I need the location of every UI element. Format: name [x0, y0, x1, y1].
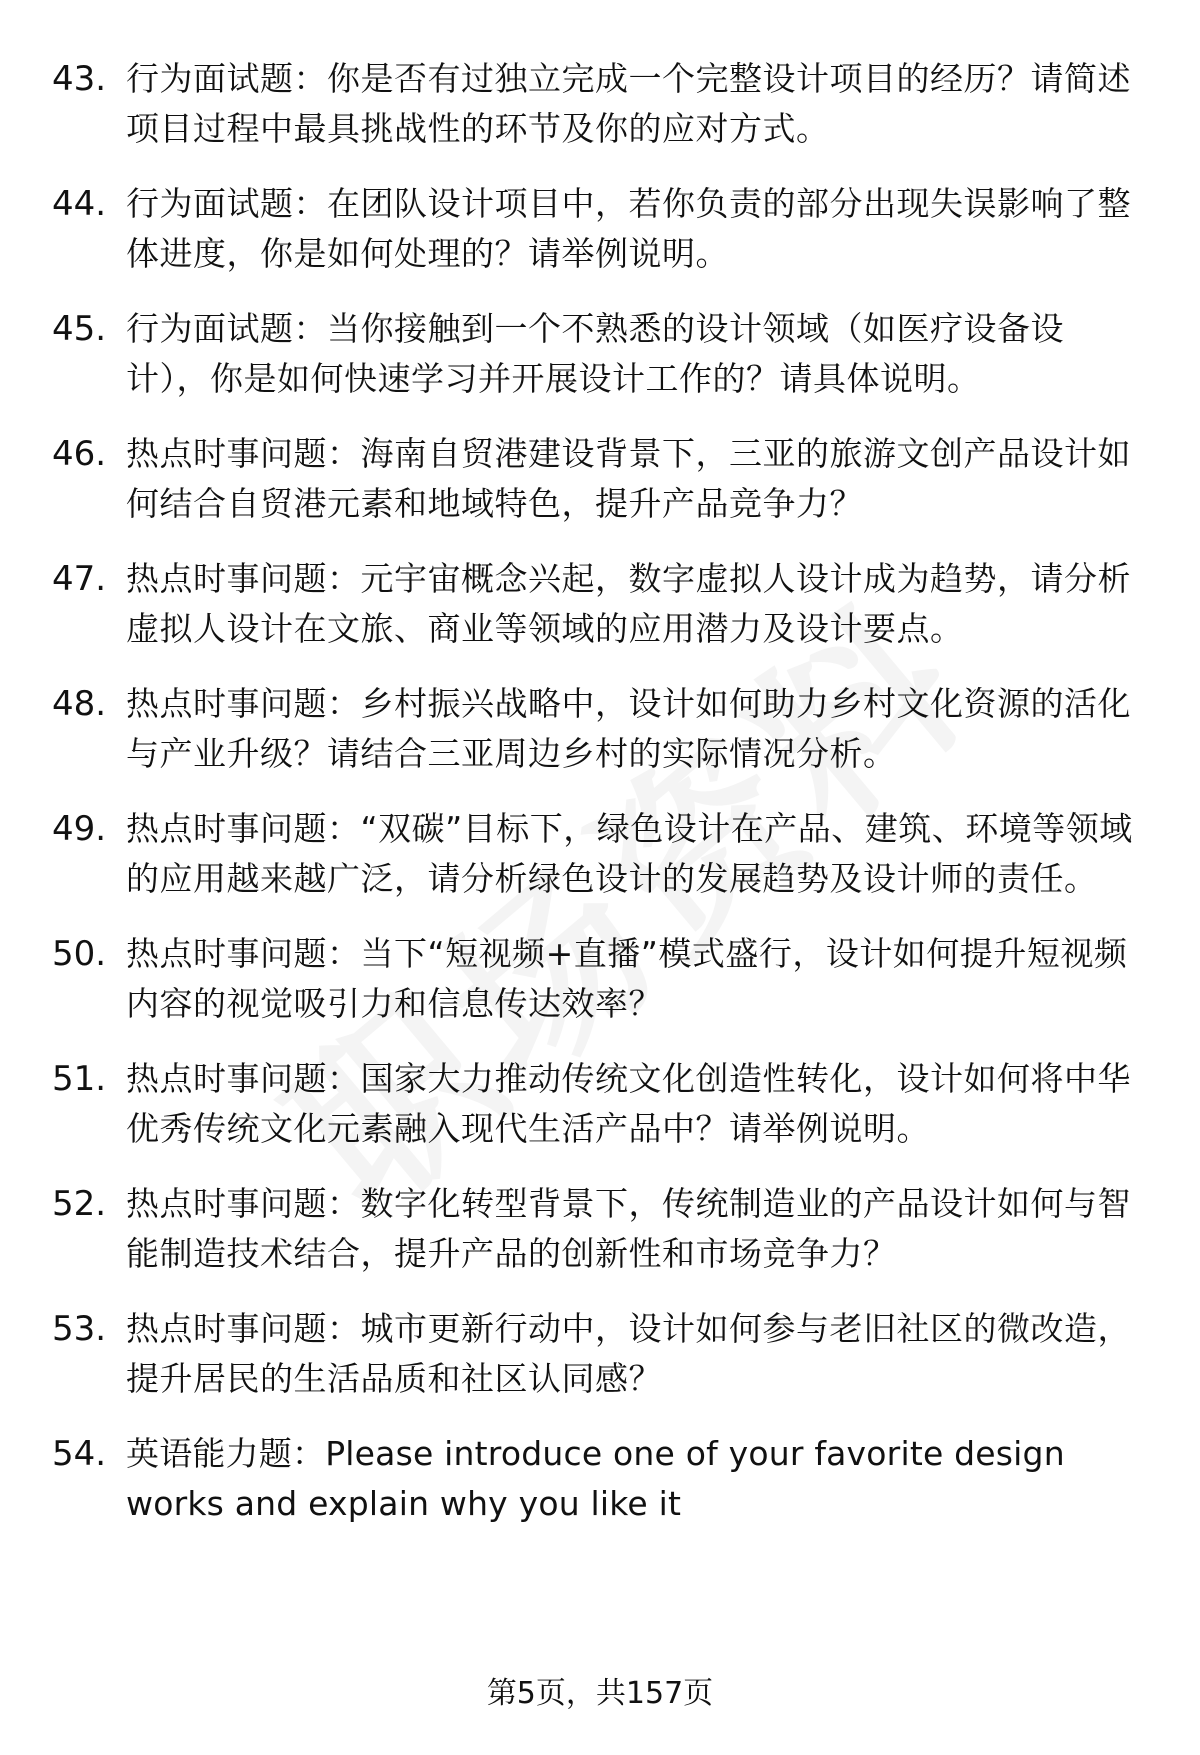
- question-text: 热点时事问题：元宇宙概念兴起，数字虚拟人设计成为趋势，请分析虚拟人设计在文旅、商业等领域的应用潜力及设计要点。: [126, 559, 1131, 648]
- question-item-53: [52, 1304, 1142, 1404]
- question-number: 48.: [52, 684, 107, 724]
- question-number: 51.: [52, 1059, 107, 1099]
- question-text: 热点时事问题：城市更新行动中，设计如何参与老旧社区的微改造，提升居民的生活品质和社区认同感？: [126, 1309, 1131, 1398]
- question-item-44: [52, 179, 1142, 279]
- question-item-45: [52, 304, 1142, 404]
- question-item-47: [52, 554, 1142, 654]
- question-item-43: [52, 54, 1142, 154]
- question-text: 热点时事问题：乡村振兴战略中，设计如何助力乡村文化资源的活化与产业升级？请结合三亚周边乡村的实际情况分析。: [126, 684, 1131, 773]
- question-text: 热点时事问题：“双碳”目标下，绿色设计在产品、建筑、环境等领域的应用越来越广泛，请分析绿色设计的发展趋势及设计师的责任。: [126, 809, 1133, 898]
- question-text: 热点时事问题：国家大力推动传统文化创造性转化，设计如何将中华优秀传统文化元素融入现代生活产品中？请举例说明。: [126, 1059, 1131, 1148]
- question-number: 49.: [52, 809, 107, 849]
- question-number: 45.: [52, 309, 107, 349]
- question-number: 54.: [52, 1434, 107, 1474]
- question-number: 50.: [52, 934, 107, 974]
- question-text: 行为面试题：在团队设计项目中，若你负责的部分出现失误影响了整体进度，你是如何处理的？请举例说明。: [126, 184, 1131, 273]
- question-item-49: [52, 804, 1142, 904]
- page-number-footer: 第5页，共157页: [486, 1676, 714, 1711]
- question-number: 47.: [52, 559, 107, 599]
- question-number: 44.: [52, 184, 107, 224]
- question-item-54: [52, 1429, 1142, 1529]
- question-list: [52, 54, 1142, 1529]
- question-number: 52.: [52, 1184, 107, 1224]
- question-item-51: [52, 1054, 1142, 1154]
- question-number: 46.: [52, 434, 107, 474]
- question-text: 英语能力题：Please introduce one of your favorite design works and explain why you like it: [126, 1434, 1065, 1523]
- question-text: 行为面试题：你是否有过独立完成一个完整设计项目的经历？请简述项目过程中最具挑战性的环节及你的应对方式。: [126, 59, 1131, 148]
- question-number: 43.: [52, 59, 107, 99]
- question-item-48: [52, 679, 1142, 779]
- question-number: 53.: [52, 1309, 107, 1349]
- question-item-46: [52, 429, 1142, 529]
- question-text: 热点时事问题：当下“短视频+直播”模式盛行，设计如何提升短视频内容的视觉吸引力和信息传达效率？: [126, 934, 1128, 1023]
- question-text: 行为面试题：当你接触到一个不熟悉的设计领域（如医疗设备设计），你是如何快速学习并开展设计工作的？请具体说明。: [126, 309, 1064, 398]
- question-item-52: [52, 1179, 1142, 1279]
- question-text: 热点时事问题：数字化转型背景下，传统制造业的产品设计如何与智能制造技术结合，提升产品的创新性和市场竞争力？: [126, 1184, 1131, 1273]
- question-item-50: [52, 929, 1142, 1029]
- question-text: 热点时事问题：海南自贸港建设背景下，三亚的旅游文创产品设计如何结合自贸港元素和地域特色，提升产品竞争力？: [126, 434, 1131, 523]
